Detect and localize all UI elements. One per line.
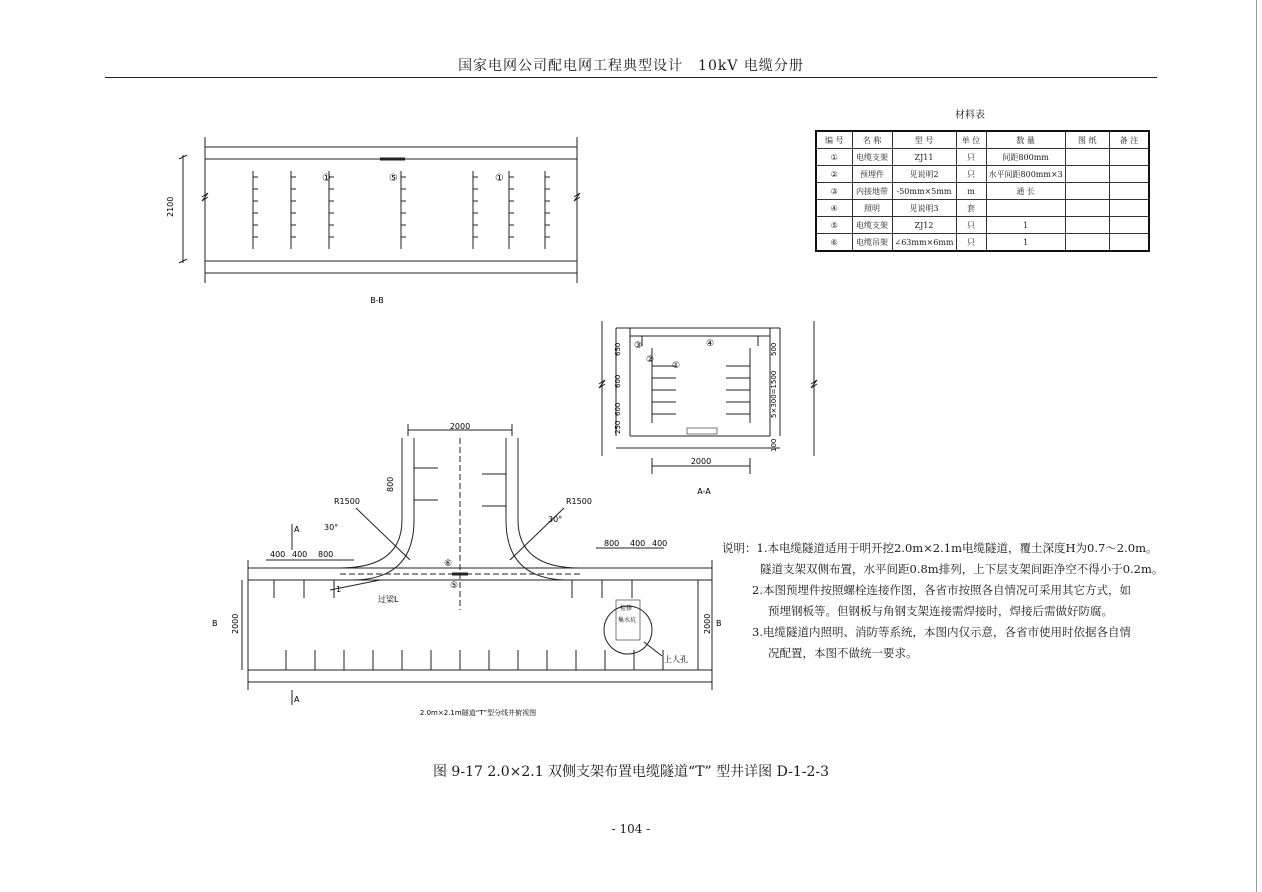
table-row — [816, 217, 1149, 234]
bb-section-drawing — [165, 125, 595, 310]
aa-bracket-group — [652, 366, 750, 414]
aa-dim-left: 650 — [614, 342, 622, 356]
header-title: 国家电网公司配电网工程典型设计 10kV 电缆分册 — [458, 58, 804, 74]
table-cell — [1065, 217, 1109, 234]
table-row — [816, 200, 1149, 217]
material-table — [815, 130, 1150, 252]
table-cell: 水平间距800mm×3 — [986, 166, 1065, 183]
table-cell: 只 — [956, 149, 986, 166]
plan-dim-right: 400 — [630, 539, 646, 548]
note-line: 说明：1.本电缆隧道适用于明开挖2.0m×2.1m电缆隧道，覆土深度H为0.7～2.0m。 — [722, 541, 1158, 555]
table-cell — [1109, 217, 1149, 234]
table-cell — [986, 200, 1065, 217]
col-header: 型 号 — [892, 131, 956, 149]
table-cell: 只 — [956, 217, 986, 234]
table-cell — [1065, 200, 1109, 217]
plan-dim-right: 400 — [652, 539, 668, 548]
plan-dim-top: 2000 — [449, 422, 471, 431]
col-header: 单 位 — [956, 131, 986, 149]
aa-marker: ③ — [634, 341, 643, 351]
bb-dim-height: 2100 — [166, 196, 175, 217]
table-cell: ⑥ — [816, 234, 852, 252]
col-header: 图 纸 — [1065, 131, 1109, 149]
plan-view-drawing — [200, 420, 725, 720]
plan-section-marker: B — [716, 619, 722, 628]
col-header: 编 号 — [816, 131, 852, 149]
table-cell — [1065, 183, 1109, 200]
plan-dim-left: 400 — [270, 550, 286, 559]
table-cell: 1 — [986, 234, 1065, 252]
aa-dim-right: 500 — [770, 342, 778, 356]
plan-radius-left: R1500 — [334, 497, 360, 506]
plan-angle-left: 30° — [324, 523, 339, 532]
aa-dim-left: 250 — [614, 420, 622, 434]
aa-dim-left: 600 — [614, 402, 622, 416]
table-cell: m — [956, 183, 986, 200]
plan-dim-side-right: 2000 — [703, 613, 712, 634]
table-cell: 套 — [956, 200, 986, 217]
col-header: 名 称 — [852, 131, 892, 149]
note-line: 隧道支架双侧布置，水平间距0.8m排列，上下层支架间距净空不得小于0.2m。 — [760, 562, 1164, 576]
aa-dim-right: 5×300=1500 — [770, 370, 778, 418]
plan-radius-right: R1500 — [566, 497, 592, 506]
bb-marker: ① — [322, 173, 331, 184]
header-rule — [105, 77, 1157, 78]
aa-marker: ② — [646, 355, 655, 365]
aa-marker: ① — [672, 361, 681, 371]
table-cell: 预埋件 — [852, 166, 892, 183]
table-cell — [1109, 200, 1149, 217]
table-cell: ② — [816, 166, 852, 183]
table-cell: 照明 — [852, 200, 892, 217]
table-row — [816, 166, 1149, 183]
table-row — [816, 183, 1149, 200]
plan-bracket-group — [274, 468, 663, 670]
plan-dim-left: 400 — [292, 550, 308, 559]
table-cell: ④ — [816, 200, 852, 217]
bb-bracket-group — [253, 171, 550, 249]
plan-angle-right: 30° — [548, 515, 563, 524]
table-cell — [1109, 183, 1149, 200]
table-cell — [1109, 166, 1149, 183]
table-cell: 见说明3 — [892, 200, 956, 217]
plan-beam-label: 过梁L — [378, 595, 399, 604]
table-cell: ③ — [816, 183, 852, 200]
plan-dim-vertical: 800 — [386, 476, 395, 492]
col-header: 备 注 — [1109, 131, 1149, 149]
material-table-title: 材料表 — [955, 110, 985, 121]
table-cell: ① — [816, 149, 852, 166]
table-cell — [1065, 166, 1109, 183]
note-line: 况配置，本图不做统一要求。 — [768, 646, 918, 660]
table-cell: ZJ12 — [892, 217, 956, 234]
table-cell: 电缆吊架 — [852, 234, 892, 252]
page-number: - 104 - — [611, 822, 651, 836]
plan-dim-right: 800 — [604, 539, 620, 548]
plan-section-marker: A — [294, 695, 300, 704]
table-cell: 只 — [956, 166, 986, 183]
aa-marker: ④ — [706, 339, 715, 349]
table-cell: 内接地带 — [852, 183, 892, 200]
table-cell: 通 长 — [986, 183, 1065, 200]
plan-marker: ⑤ — [450, 581, 459, 591]
figure-caption: 图 9-17 2.0×2.1 双侧支架布置电缆隧道“T” 型井详图 D-1-2-3 — [432, 764, 829, 780]
bb-marker: ⑤ — [389, 173, 398, 184]
aa-view-label: A-A — [697, 487, 711, 496]
aa-dim-width: 2000 — [690, 457, 712, 466]
plan-marker: ⑥ — [444, 559, 453, 569]
table-cell: 电缆支架 — [852, 217, 892, 234]
plan-marker: 1 — [336, 585, 342, 594]
plan-pit-label: 集水坑 — [618, 617, 637, 624]
plan-caption: 2.0m×2.1m隧道“T”型分线井俯视图 — [419, 709, 537, 717]
plan-section-marker: B — [212, 619, 218, 628]
col-header: 数 量 — [986, 131, 1065, 149]
table-cell: 见说明2 — [892, 166, 956, 183]
notes-block — [722, 538, 1163, 664]
table-row — [816, 234, 1149, 252]
note-line: 预埋钢板等。但钢板与角钢支架连接需焊接时，焊接后需做好防腐。 — [768, 604, 1113, 618]
plan-dim-left: 800 — [318, 550, 334, 559]
note-line: 2.本图预埋件按照螺栓连接作图，各省市按照各自情况可采用其它方式，如 — [752, 583, 1131, 597]
plan-section-marker: A — [294, 525, 300, 534]
table-cell: -50mm×5mm — [892, 183, 956, 200]
material-table-header — [816, 131, 1149, 149]
aa-dim-right: 100 — [770, 438, 778, 452]
table-cell — [1065, 149, 1109, 166]
bb-view-label: B-B — [370, 296, 384, 305]
table-cell: 电缆支架 — [852, 149, 892, 166]
bb-marker: ① — [495, 173, 504, 184]
table-cell: ⑤ — [816, 217, 852, 234]
table-cell: ∠63mm×6mm — [892, 234, 956, 252]
table-cell — [1065, 234, 1109, 252]
table-cell: ZJ11 — [892, 149, 956, 166]
plan-pit-upper: 检修 — [620, 605, 633, 612]
table-cell: 间距800mm — [986, 149, 1065, 166]
page-edge-rule — [1256, 0, 1257, 892]
table-row — [816, 149, 1149, 166]
plan-dim-side-left: 2000 — [231, 613, 240, 634]
note-line: 3.电缆隧道内照明、消防等系统，本图内仅示意，各省市使用时依据各自情 — [752, 625, 1131, 639]
plan-manhole-label: 上人孔 — [664, 655, 688, 664]
aa-dim-left: 600 — [614, 374, 622, 388]
table-cell — [1109, 149, 1149, 166]
table-cell: 只 — [956, 234, 986, 252]
table-cell — [1109, 234, 1149, 252]
table-cell: 1 — [986, 217, 1065, 234]
